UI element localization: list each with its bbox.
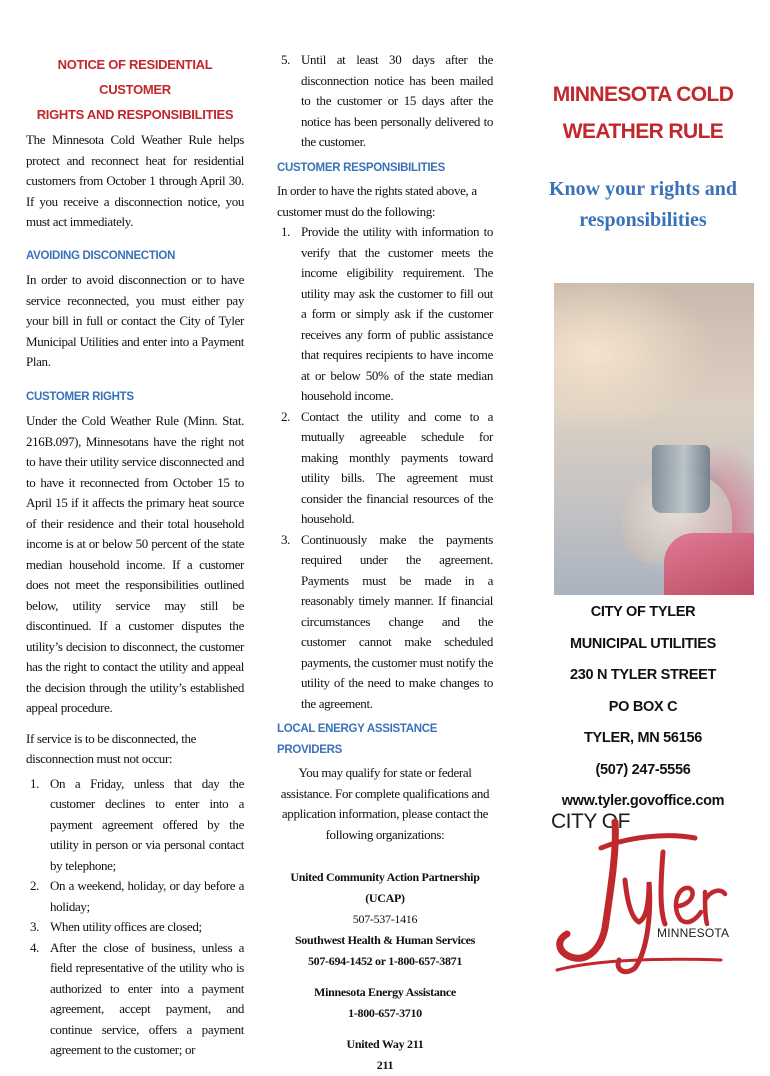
sleeve-shape — [664, 533, 754, 595]
org-name: United Way 211 — [346, 1037, 424, 1051]
logo-state: MINNESOTA — [657, 926, 730, 940]
middle-panel — [277, 0, 493, 1076]
org-phone: 1-800-657-3710 — [348, 1006, 422, 1020]
assistance-organizations — [277, 867, 493, 1076]
responsibilities-intro: In order to have the rights stated above, a customer must do the following: — [277, 183, 477, 219]
list-item: 2. On a weekend, holiday, or day before a holiday; — [30, 878, 244, 914]
contact-pobox: PO BOX C — [608, 698, 678, 715]
city-of-tyler-logo — [545, 808, 735, 978]
list-item: 5. Until at least 30 days after the disconnection notice has been mailed to the customer or 15 days after the notice has been personally delivered to the customer. — [281, 52, 493, 149]
notice-title-line1: NOTICE OF RESIDENTIAL CUSTOMER — [57, 57, 213, 97]
customer-responsibilities-heading: CUSTOMER RESPONSIBILITIES — [277, 161, 446, 174]
right-panel — [532, 0, 754, 809]
disconnect-intro: If service is to be disconnected, the disconnection must not occur: — [26, 730, 197, 766]
customer-rights-text: Under the Cold Weather Rule (Minn. Stat. 216B.097), Minnesotans have the right not to have their utility service disconnected and to have it reconnected from October 15 to April 15 if it affects the primary heat source of their residence and their total household income is at or below 50 percent of the state median household income. If a customer does not meet the responsibilities outlined below, utility service may still be discontinued. If a customer disputes the utility’s decision to disconnect, the customer has the right to contact the utility and appeal the decision through the utility’s established appeal procedure. — [26, 413, 244, 715]
list-item: 1. Provide the utility with information to verify that the customer meets the income eligibility requirement. The utility may ask the customer to fill out a form or simply ask if the customer receives any form of public assistance that requires recipients to have income at or below 50% of the state median household income. — [281, 224, 493, 403]
contact-block — [532, 597, 754, 818]
responsibilities-list — [277, 222, 493, 714]
org-phone: 507-537-1416 — [352, 912, 418, 926]
brochure-subtitle — [532, 174, 754, 236]
tyler-script-logo — [545, 808, 735, 978]
list-item: 3. Continuously make the payments required under the agreement. Payments must be made in a reasonably timely manner. If financial circumstances change and the customer cannot make scheduled payments, the customer must notify the utility of the need to make changes to the agreement. — [281, 531, 493, 711]
left-panel — [26, 0, 244, 1061]
list-item: 1. On a Friday, unless that day the customer declines to enter into a payment agreement offered by the utility in person or via personal contact by telephone; — [30, 775, 244, 873]
contact-org: CITY OF TYLER — [590, 604, 696, 620]
intro-paragraph: The Minnesota Cold Weather Rule helps protect and reconnect heat for residential customers from October 1 through April 30. If you receive a disconnection notice, you must act immediately. — [26, 132, 244, 229]
avoiding-disconnection-text: In order to avoid disconnection or to have service reconnected, you must either pay your bill in full or contact the City of Tyler Municipal Utilities and enter into a Payment Plan. — [26, 272, 244, 369]
customer-rights-heading: CUSTOMER RIGHTS — [26, 390, 134, 403]
disconnect-conditions-continued — [277, 50, 493, 153]
org-phone: 211 — [376, 1058, 394, 1072]
notice-title-line2: RIGHTS AND RESPONSIBILITIES — [36, 107, 234, 122]
subtitle-line1: Know your rights and — [548, 178, 737, 200]
brochure-title — [532, 76, 754, 150]
list-item: 3. When utility offices are closed; — [30, 919, 202, 934]
logo-city-of: CITY OF — [551, 810, 630, 833]
title-line1: MINNESOTA COLD — [552, 83, 734, 106]
contact-dept: MUNICIPAL UTILITIES — [569, 635, 716, 652]
mug-shape — [652, 445, 710, 513]
list-item: 4. After the close of business, unless a field representative of the utility who is authorized to enter into a payment agreement, accept payment, and continue service, offers a payment agreement to the customer; or — [30, 939, 244, 1057]
avoiding-disconnection-heading: AVOIDING DISCONNECTION — [26, 249, 176, 262]
list-item: 2. Contact the utility and come to a mutually agreeable schedule for making monthly payments toward utility bills. The agreement must consider the financial resources of the household. — [281, 408, 493, 526]
notice-title — [26, 52, 244, 127]
contact-phone: (507) 247-5556 — [595, 761, 691, 778]
contact-city: TYLER, MN 56156 — [584, 730, 702, 746]
subtitle-line2: responsibilities — [579, 209, 707, 231]
energy-assistance-text: You may qualify for state or federal assistance. For complete qualifications and application information, please contact the following organizations: — [280, 765, 490, 842]
org-name: Minnesota Energy Assistance — [314, 985, 456, 999]
contact-website[interactable]: www.tyler.govoffice.com — [561, 793, 725, 809]
org-phone: 507-694-1452 or 1-800-657-3871 — [307, 954, 463, 968]
org-name: Southwest Health & Human Services — [294, 933, 476, 947]
org-name: United Community Action Partnership (UCAP) — [290, 870, 480, 905]
winter-mug-photo — [554, 283, 754, 595]
energy-assistance-heading: LOCAL ENERGY ASSISTANCE PROVIDERS — [277, 723, 438, 756]
title-line2: WEATHER RULE — [562, 120, 724, 143]
disconnect-conditions-list — [26, 774, 244, 1061]
contact-street: 230 N TYLER STREET — [569, 667, 717, 683]
